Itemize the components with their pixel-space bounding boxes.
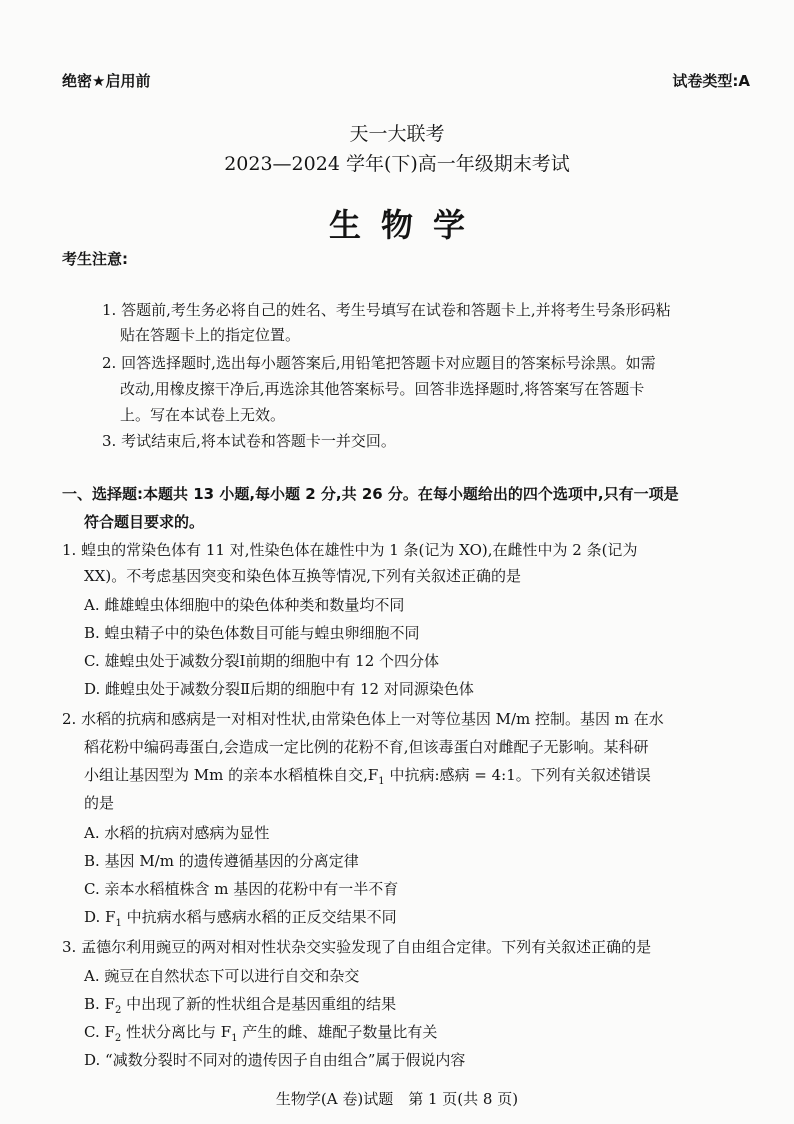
question-stem: 小组让基因型为 Mm 的亲本水稻植株自交$,F_1$ 中抗病:感病 = 4:1。下列有关叙述错误	[84, 766, 651, 787]
section-heading: 一、选择题:本题共 13 小题,每小题 2 分,共 26 分。在每小题给出的四个选项中,只有一项是	[62, 485, 679, 503]
exam-organizer: 天一大联考	[349, 123, 445, 145]
option-d: D. $F_1$ 中抗病水稻与感病水稻的正反交结果不同	[84, 908, 397, 929]
notice-title: 考生注意:	[62, 250, 128, 268]
question-stem: XX)。不考虑基因突变和染色体互换等情况,下列有关叙述正确的是	[84, 567, 521, 585]
subject-title: 生物学	[328, 206, 485, 244]
option-c: C. $F_2$ 性状分离比与 $F_1$ 产生的雌、雄配子数量比有关	[84, 1023, 438, 1044]
section-heading-cont: 符合题目要求的。	[84, 513, 205, 531]
option-c: C. 雄蝗虫处于减数分裂Ⅰ前期的细胞中有 12 个四分体	[84, 652, 440, 670]
option-a: A. 雌雄蝗虫体细胞中的染色体种类和数量均不同	[84, 596, 405, 614]
option-a: A. 水稻的抗病对感病为显性	[84, 824, 270, 842]
notice-line: 3. 考试结束后,将本试卷和答题卡一并交回。	[102, 432, 396, 450]
notice-line: 2. 回答选择题时,选出每小题答案后,用铅笔把答题卡对应题目的答案标号涂黑。如需	[102, 354, 656, 372]
option-b: B. 基因 M/m 的遗传遵循基因的分离定律	[84, 852, 359, 870]
notice-line: 上。写在本试卷上无效。	[120, 406, 286, 424]
question-stem: 稻花粉中编码毒蛋白,会造成一定比例的花粉不育,但该毒蛋白对雌配子无影响。某科研	[84, 738, 649, 756]
paper-type-label: 试卷类型:A	[672, 72, 750, 90]
question-stem: 的是	[84, 794, 115, 812]
exam-title: 2023—2024 学年(下)高一年级期末考试	[224, 153, 570, 175]
option-a: A. 豌豆在自然状态下可以进行自交和杂交	[84, 967, 360, 985]
option-c: C. 亲本水稻植株含 m 基因的花粉中有一半不育	[84, 880, 399, 898]
question-stem: 2. 水稻的抗病和感病是一对相对性状,由常染色体上一对等位基因 M/m 控制。基因 m 在水	[62, 710, 664, 728]
option-b: B. 蝗虫精子中的染色体数目可能与蝗虫卵细胞不同	[84, 624, 420, 642]
confidential-label: 绝密★启用前	[62, 72, 151, 90]
page-footer: 生物学(A 卷)试题 第 1 页(共 8 页)	[275, 1090, 519, 1108]
option-d: D. 雌蝗虫处于减数分裂Ⅱ后期的细胞中有 12 对同源染色体	[84, 680, 474, 698]
notice-line: 改动,用橡皮擦干净后,再选涂其他答案标号。回答非选择题时,将答案写在答题卡	[120, 380, 645, 398]
question-stem: 1. 蝗虫的常染色体有 11 对,性染色体在雄性中为 1 条(记为 XO),在雌性中为 2 条(记为	[62, 541, 638, 559]
option-b: B. $F_2$ 中出现了新的性状组合是基因重组的结果	[84, 995, 397, 1016]
question-stem: 3. 孟德尔利用豌豆的两对相对性状杂交实验发现了自由组合定律。下列有关叙述正确的是	[62, 938, 652, 956]
option-d: D. “减数分裂时不同对的遗传因子自由组合”属于假说内容	[84, 1051, 466, 1069]
notice-line: 贴在答题卡上的指定位置。	[120, 326, 301, 344]
notice-line: 1. 答题前,考生务必将自己的姓名、考生号填写在试卷和答题卡上,并将考生号条形码粘	[102, 301, 671, 319]
